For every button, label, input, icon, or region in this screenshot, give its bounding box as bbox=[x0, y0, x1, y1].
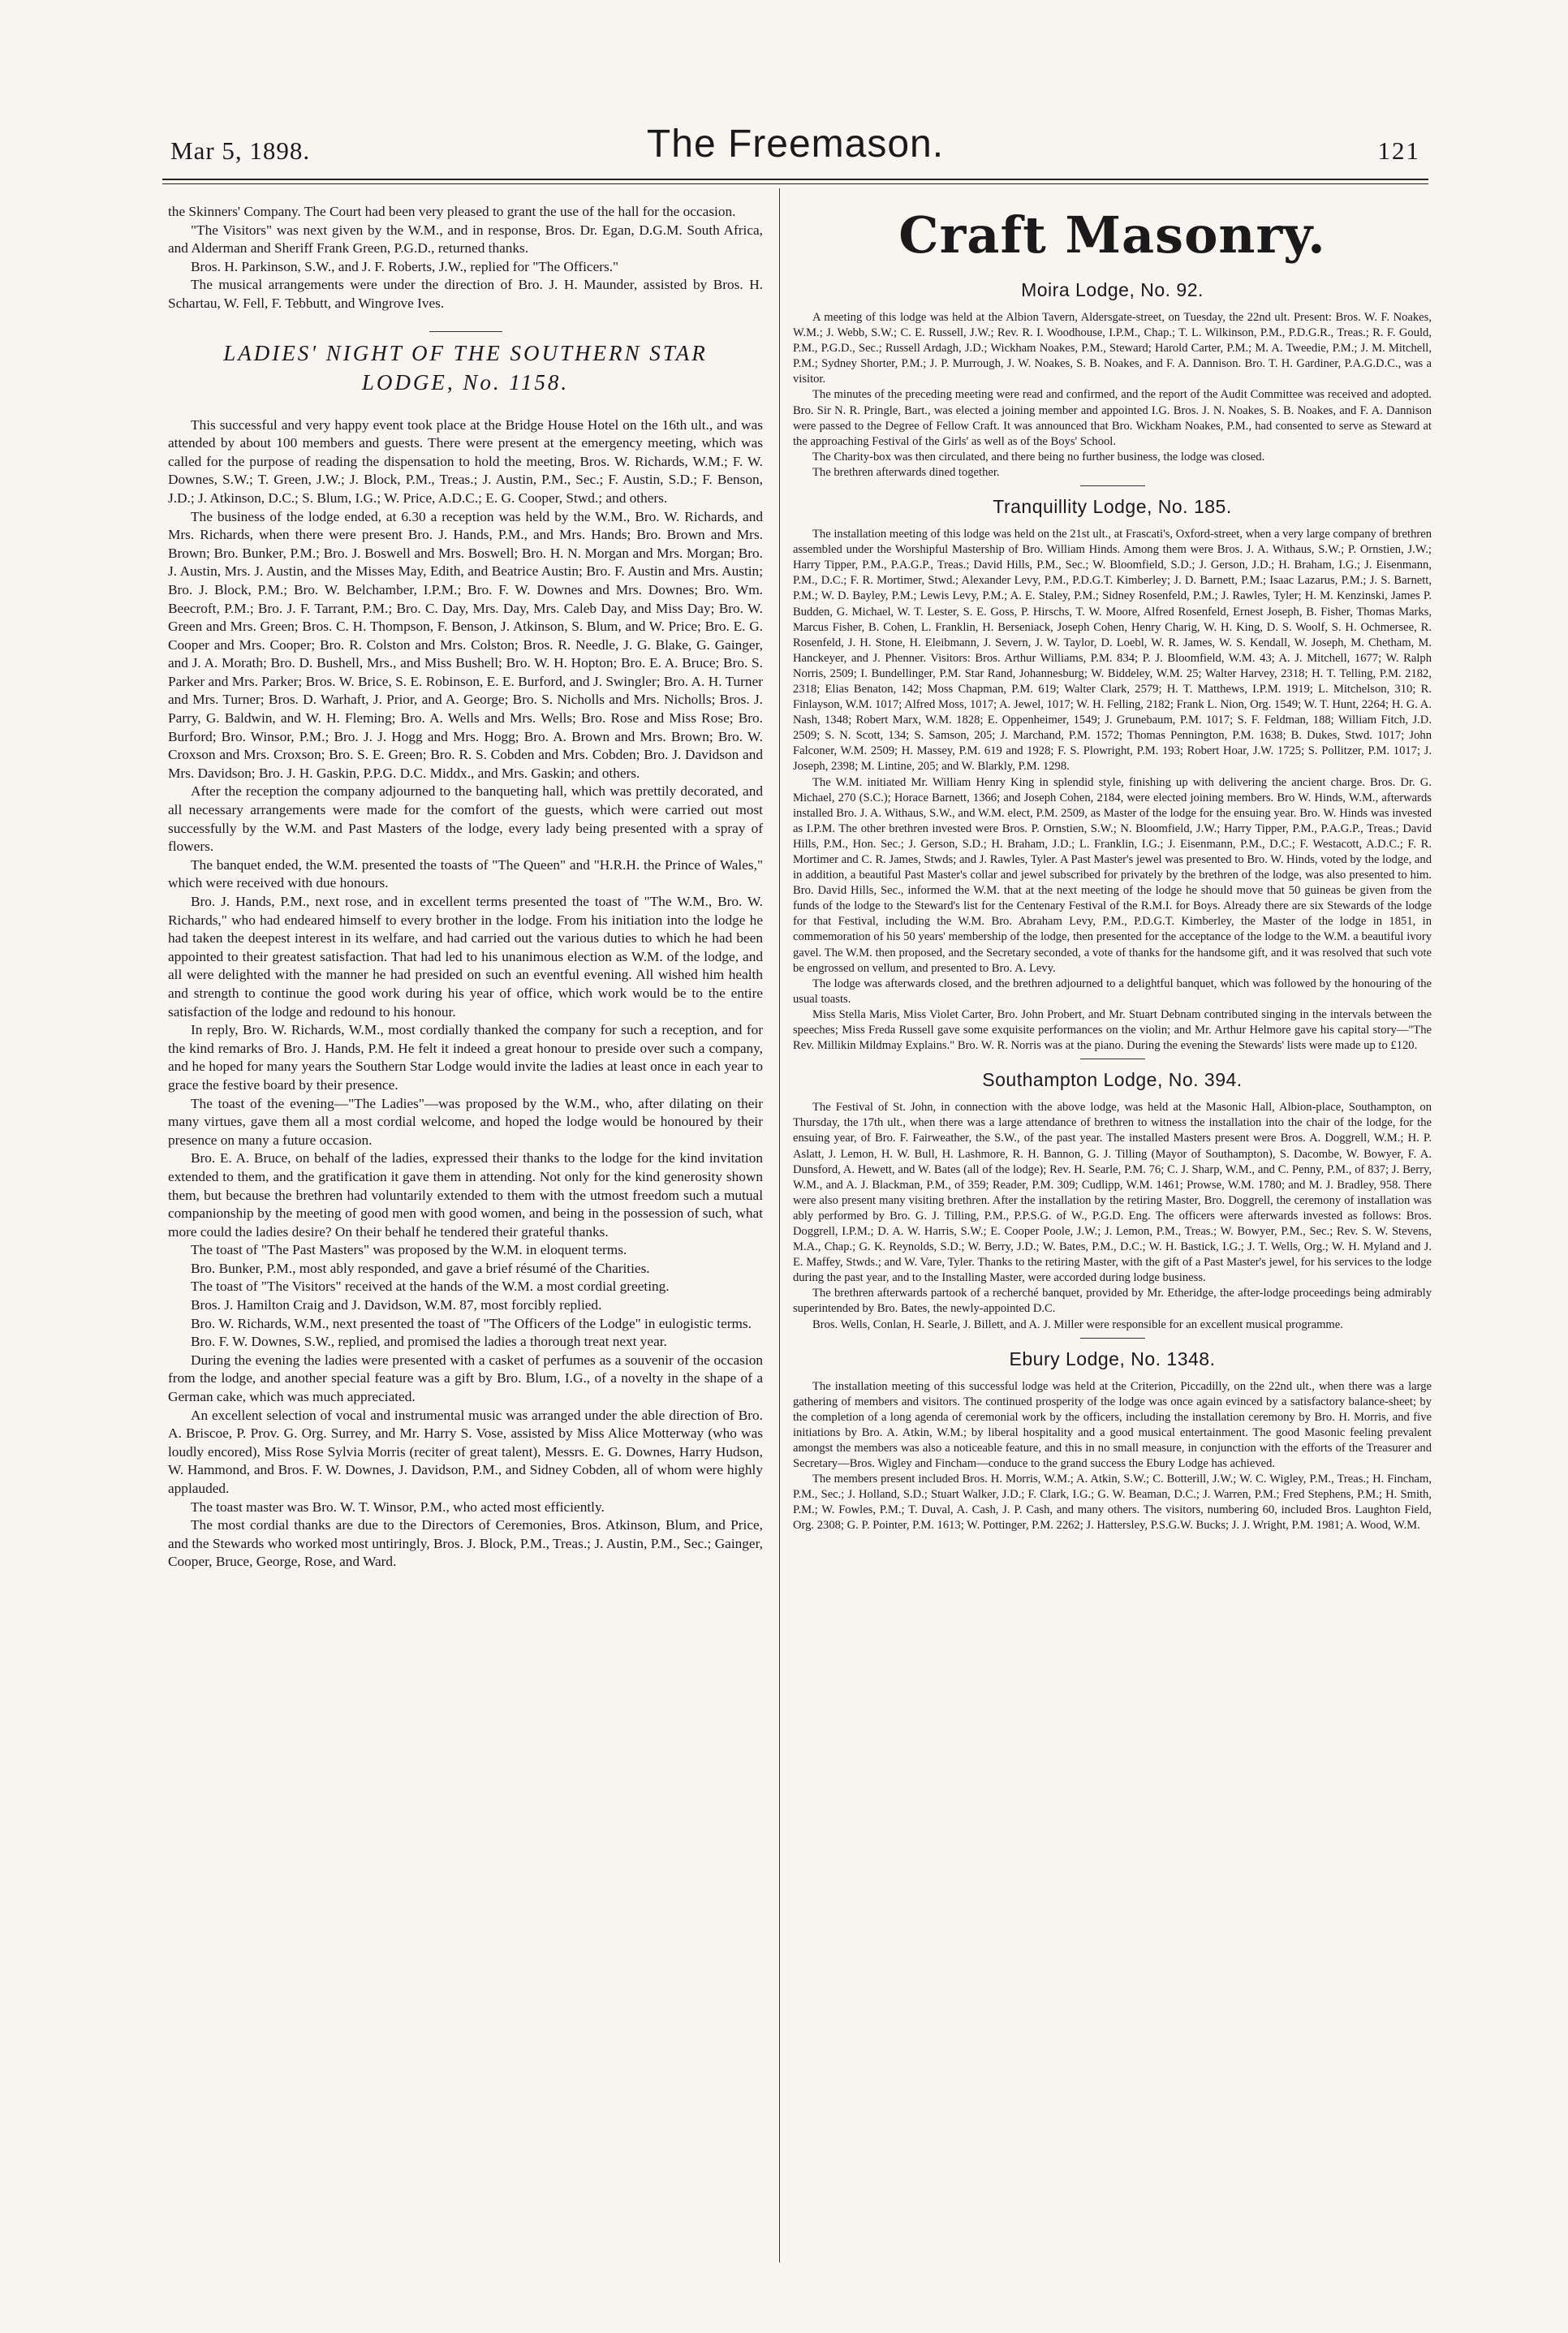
paragraph: Bros. J. Hamilton Craig and J. Davidson, W.M. 87, most forcibly replied. bbox=[191, 1297, 602, 1313]
paragraph: The installation meeting of this successful lodge was held at the Criterion, Piccadilly, on the 22nd ult., when there was a large gathering of members and visitors. The continued prosperity of the lodge was once again evinced by a satisfactory balance-sheet; by the completion of a long agenda of ceremonial work by the officers, including the installation ceremony by Bro. H. Morris, and five initiations by Bro. A. Atkin, W.M.; by liberal hospitality and a good musical entertainment. The good Masonic feeling prevalent amongst the members was also a noticeable feature, and this in no small measure, in conjunction with the efforts of the Treasurer and Secretary—Bros. Wigley and Fincham—conduce to the grand success the Ebury Lodge has achieved. bbox=[793, 1379, 1432, 1471]
paragraph: Bro. W. Richards, W.M., next presented the toast of "The Officers of the Lodge" in eulogistic terms. bbox=[191, 1315, 752, 1331]
section-rule bbox=[1080, 1338, 1145, 1339]
paragraph: The musical arrangements were under the direction of Bro. J. H. Maunder, assisted by Bros. H. Schartau, W. Fell, F. Tebbutt, and Wingrove Ives. bbox=[168, 277, 763, 311]
paragraph: In reply, Bro. W. Richards, W.M., most cordially thanked the company for such a reception, and for the kind remarks of Bro. J. Hands, P.M. He felt it indeed a great honour to preside over such a company, and he hoped for many years the Southern Star Lodge would invite the ladies at least once in each year to grace the festive board by their presence. bbox=[168, 1022, 763, 1093]
paragraph: The toast of "The Visitors" received at the hands of the W.M. a most cordial greeting. bbox=[191, 1279, 670, 1295]
page-number: 121 bbox=[1377, 136, 1420, 165]
header-rule bbox=[162, 179, 1428, 180]
paragraph: Bros. Wells, Conlan, H. Searle, J. Billett, and A. J. Miller were responsible for an excellent musical programme. bbox=[812, 1317, 1343, 1331]
paragraph: After the reception the company adjourned to the banqueting hall, which was prettily decorated, and all necessary arrangements were made for the comfort of the guests, which were carried out most successfully by the W.M. and Past Masters of the lodge, every lady being presented with a spray of flowers. bbox=[168, 783, 763, 855]
paragraph: The W.M. initiated Mr. William Henry King in splendid style, finishing up with delivering the ancient charge. Bros. Dr. G. Michael, 270 (S.C.); Horace Barnett, 1366; and Joseph Cohen, 2184, were elected joining members. Bro W. Hinds, W.M., afterwards installed Bro. J. A. Withaus, S.W., and W.M. elect, P.M. 2509, as Master of the lodge for the ensuing year. Bro. W. Hinds was invested as I.P.M. The other brethren invested were Bros. P. Ornstien, S.W.; N. Bloomfield, J.W.; Harry Tipper, P.M., P.A.G.P., Treas.; David Hills, P.M., Hon. Sec.; J. Gerson, S.D.; H. Braham, J.D.; L. Franklin, I.G.; J. Eisenmann, P.M., D.C.; F. Westacott, A.D.C.; F. R. Mortimer and C. R. James, Stwds; and J. Rawles, Tyler. A Past Master's jewel was presented to Bro. W. Hinds, voted by the lodge, and in addition, a beautiful Past Master's collar and jewel subscribed for privately by the brethren of the lodge, was also presented to him. Bro. David Hills, Sec., informed the W.M. that at the next meeting of the lodge he should move that 50 guineas be given from the funds of the lodge to the Steward's list for the Centenary Festival of the R.M.I. for Boys. Already there are six Stewards of the lodge for that Festival, including the W.M. Bro. Abraham Levy, P.M., P.D.G.T. Kimberley, the Master of the lodge in 1851, in commemoration of his 50 years' membership of the lodge, then presented for the acceptance of the lodge to the W.M. a beautiful ivory gavel. The W.M. then proposed, and the Secretary seconded, a vote of thanks for the handsome gift, and it was resolved that such vote be engrossed on vellum, and presented to Bro. A. Levy. bbox=[793, 775, 1432, 975]
paragraph: The business of the lodge ended, at 6.30 a reception was held by the W.M., Bro. W. Richards, and Mrs. Richards, when there were present Bro. J. Hands, P.M., and Mrs. Hands; Bro. Brown and Mrs. Brown; Bro. Bunker, P.M.; Bro. J. Boswell and Mrs. Boswell; Bro. H. N. Morgan and Mrs. Morgan; Bro. J. Austin, Mrs. J. Austin, and the Misses May, Edith, and Beatrice Austin; Bro. F. Austin and Mrs. Austin; Bro. J. Block, P.M.; Bro. W. Belchamber, I.P.M.; Bro. F. W. Downes and Mrs. Downes; Bro. Wm. Beecroft, P.M.; Bro. J. F. Tarrant, P.M.; Bro. C. Day, Mrs. Day, Mrs. Caleb Day, and Miss Day; Bro. W. Green and Mrs. Green; Bros. C. H. Thompson, F. Benson, J. Atkinson, S. Blum, and W. Price; Bro. E. G. Cooper and Mrs. Cooper; Bro. R. Colston and Mrs. Colston; Bros. R. Needle, J. G. Blake, G. Gainger, and J. A. Morath; Bro. D. Bushell, Mrs., and Miss Bushell; Bro. W. H. Hopton; Bro. E. A. Bruce; Bro. S. Parker and Mrs. Parker; Bros. W. Brice, S. E. Robinson, E. E. Burford, and J. Swingler; Bro. A. H. Turner and Mrs. Turner; Bros. D. Warhaft, J. Prior, and A. George; Bro. S. Nicholls and Mrs. Nicholls; Bros. J. Parry, G. Baldwin, and W. H. Fleming; Bro. A. Wells and Mrs. Wells; Bro. Rose and Miss Rose; Bro. Burford; Bro. Winsor, P.M.; Bro. J. J. Hogg and Mrs. Hogg; Bro. A. Brown and Mrs. Brown; Bro. W. Croxson and Mrs. Croxson; Bro. S. E. Green; Bro. R. S. Cobden and Mrs. Cobden; Bro. J. Davidson and Mrs. Davidson; Bro. J. H. Gaskin, P.P.G. D.C. Middx., and Mrs. Gaskin; and others. bbox=[168, 508, 763, 781]
left-column bbox=[168, 203, 763, 1572]
paragraph: Miss Stella Maris, Miss Violet Carter, Bro. John Probert, and Mr. Stuart Debnam contributed singing in the intervals between the speeches; Miss Freda Russell gave some exquisite performances on the violin; and Mr. Arthur Helmore gave his capital story—"The Rev. Millikin Mildmay Explains." Bro. W. R. Norris was at the piano. During the evening the Stewards' lists were made up to £120. bbox=[793, 1007, 1432, 1053]
heading-line: LADIES' NIGHT OF THE SOUTHERN STAR bbox=[223, 340, 708, 365]
paragraph: Bro. J. Hands, P.M., next rose, and in excellent terms presented the toast of "The W.M., Bro. W. Richards," who had endeared himself to every brother in the lodge. From his initiation into the lodge he had taken the deepest interest in its welfare, and had carried out the various duties to which he had been appointed to their greatest satisfaction. That had led to his unanimous election as W.M. of the lodge, and all were delighted with the manner he had presided on such an eventful evening. All wished him health and strength to continue the good work during his year of office, which work would be to the entire satisfaction of the lodge and redound to his honour. bbox=[168, 894, 763, 1020]
page-header bbox=[162, 122, 1428, 179]
paragraph: The brethren afterwards partook of a recherché banquet, provided by Mr. Etheridge, the after-lodge proceedings being admirably superintended by Bro. Bates, the newly-appointed D.C. bbox=[793, 1287, 1432, 1316]
paragraph: The Charity-box was then circulated, and there being no further business, the lodge was closed. bbox=[812, 450, 1265, 464]
paragraph: the Skinners' Company. The Court had been very pleased to grant the use of the hall for the occasion. bbox=[168, 204, 736, 219]
paragraph: The most cordial thanks are due to the Directors of Ceremonies, Bros. Atkinson, Blum, and Price, and the Stewards who worked most untiringly, Bros. J. Block, P.M., Treas.; J. Austin, P.M., Sec.; Gainger, Cooper, Bruce, George, Rose, and Ward. bbox=[168, 1517, 763, 1570]
column-divider bbox=[779, 188, 780, 2262]
paragraph: The brethren afterwards dined together. bbox=[812, 465, 1000, 479]
paragraph: An excellent selection of vocal and instrumental music was arranged under the able direction of Bro. A. Briscoe, P. Prov. G. Org. Surrey, and Mr. Harry S. Vose, assisted by Miss Alice Motterway (who was loudly encored), Miss Rose Sylvia Morris (reciter of great talent), Messrs. E. G. Downes, Harry Hudson, W. Hammond, and Bros. F. W. Downes, J. Davidson, P.M., and Sidney Cobden, all of whom were highly applauded. bbox=[168, 1407, 763, 1496]
heading-line: LODGE, No. 1158. bbox=[361, 369, 570, 395]
paragraph: This successful and very happy event took place at the Bridge House Hotel on the 16th ult., and was attended by about 100 members and guests. There were present at the emergency meeting, which was called for the purpose of reading the dispensation to hold the meeting, Bros. W. Richards, W.M.; F. W. Downes, S.W.; T. Green, J.W.; J. Block, P.M., Treas.; J. Austin, P.M., Sec.; F. Austin, S.D.; F. Benson, J.D.; J. Atkinson, D.C.; S. Blum, I.G.; W. Price, A.D.C.; E. G. Cooper, Stwd.; and others. bbox=[168, 416, 763, 506]
header-rule-thin bbox=[162, 183, 1428, 184]
paragraph: Bro. E. A. Bruce, on behalf of the ladies, expressed their thanks to the lodge for the kind invitation extended to them, and the gratification it gave them in attending. Not only for the kind generosity shown them, but because the brethren had voluntarily extended to them with the utmost freedom such a mutual companionship by the meeting of good men with good women, and being in the possession of such, what more could the ladies desire? On their behalf he tendered their grateful thanks. bbox=[168, 1150, 763, 1240]
paragraph: Bro. Bunker, P.M., most ably responded, and gave a brief résumé of the Charities. bbox=[191, 1260, 650, 1276]
lodge-heading: Southampton Lodge, No. 394. bbox=[982, 1069, 1243, 1091]
section-rule bbox=[1080, 485, 1145, 486]
lodge-heading: Ebury Lodge, No. 1348. bbox=[1009, 1348, 1216, 1369]
paragraph: The toast master was Bro. W. T. Winsor, P.M., who acted most efficiently. bbox=[191, 1499, 605, 1515]
right-column bbox=[793, 203, 1432, 1534]
masthead-title: The Freemason. bbox=[646, 123, 945, 166]
paragraph: During the evening the ladies were presented with a casket of perfumes as a souvenir of the occasion from the lodge, and another special feature was a gift by Bro. Blum, I.G., of a novelty in the shape of a German cake, which was much appreciated. bbox=[168, 1352, 763, 1405]
lodge-heading: Moira Lodge, No. 92. bbox=[1021, 279, 1204, 300]
issue-date: Mar 5, 1898. bbox=[170, 136, 311, 165]
paragraph: The toast of "The Past Masters" was proposed by the W.M. in eloquent terms. bbox=[191, 1242, 627, 1258]
paragraph: The members present included Bros. H. Morris, W.M.; A. Atkin, S.W.; C. Botterill, J.W.; W. C. Wigley, P.M., Treas.; H. Fincham, P.M., Sec.; J. Holland, S.D.; Stuart Walker, J.D.; F. Clark, I.G.; G. W. Beaman, D.C.; J. Warren, P.M.; Fred Stephens, P.M.; H. Smith, P.M.; W. Fowles, P.M.; T. Duval, A. Cash, J. P. Cash, and many others. The visitors, numbering 60, included Bros. Laughton Field, Org. 2308; G. P. Pointer, P.M. 1613; W. Pottinger, P.M. 2262; J. Hattersley, P.S.G.W. Bucks; J. J. Wright, P.M. 1981; A. Wood, W.M. bbox=[793, 1473, 1432, 1533]
paragraph: The toast of the evening—"The Ladies"—was proposed by the W.M., who, after dilating on their many virtues, gave them all a most cordial welcome, and hoped the lodge would be honoured by their presence on many a future occasion. bbox=[168, 1095, 763, 1148]
paragraph: The Festival of St. John, in connection with the above lodge, was held at the Masonic Hall, Albion-place, Southampton, on Thursday, the 17th ult., when there was a large attendance of brethren to witness the installation into the chair of the lodge, for the ensuing year, of Bro. F. Fairweather, the S.W., of the past year. The installed Masters present were Bros. A. Doggrell, W.M.; H. P. Aslatt, J. Lemon, H. W. Bull, H. Lashmore, R. H. Bannon, G. J. Tilling (Mayor of Southampton), S. Dacombe, W. Bowyer, F. A. Dunsford, A. Hewett, and W. Bates (all of the lodge); Rev. H. Searle, P.M. 76; C. J. Sharp, W.M., and C. Penny, P.M., of 837; J. Berry, W.M., and A. J. Blackman, P.M., of 359; Reader, P.M. 309; Cudlipp, W.M. 1461; Prowse, W.M. 1780; and M. J. Bradley, 958. There were also present many visiting brethren. After the installation by the retiring Master, Bro. Doggrell, the ceremony of installation was ably performed by Bro. G. J. Tilling, P.M., P.P.S.G. of W., P.G.D. Eng. The officers were afterwards invested as follows: Bros. Doggrell, I.P.M.; D. A. W. Harris, S.W.; E. Cooper Poole, J.W.; J. Lemon, P.M., Treas.; W. Bowyer, P.M., Sec.; Rev. S. W. Stevens, M.A., Chap.; G. K. Reynolds, S.D.; W. Berry, J.D.; W. Bates, P.M., D.C.; W. H. Bastick, I.G.; J. T. Wells, Org.; W. H. Myland and J. E. Maffey, Stwds.; and W. Vare, Tyler. Thanks to the retiring Master, with the gift of a Past Master's jewel, for his services to the lodge during the past year, and to the Installing Master, were accorded during lodge business. bbox=[793, 1101, 1432, 1285]
heading-rule bbox=[429, 331, 502, 332]
section-title: Craft Masonry. bbox=[898, 205, 1326, 265]
lodge-heading: Tranquillity Lodge, No. 185. bbox=[993, 496, 1232, 518]
paragraph: The lodge was afterwards closed, and the brethren adjourned to a delightful banquet, which was followed by the honouring of the usual toasts. bbox=[793, 977, 1432, 1006]
article-heading bbox=[168, 331, 763, 397]
paragraph: A meeting of this lodge was held at the Albion Tavern, Aldersgate-street, on Tuesday, the 22nd ult. Present: Bros. W. F. Noakes, W.M.; J. Webb, S.W.; C. E. Russell, J.W.; Rev. R. I. Woodhouse, I.P.M., Chap.; T. L. Wilkinson, P.M., P.D.G.R., Treas.; R. F. Gould, P.M., P.G.D., Sec.; Russell Ardagh, J.D.; Wickham Noakes, P.M., Steward; Harold Carter, P.M.; M. A. Tweedie, P.M.; J. M. Mitchell, P.M.; Sydney Shorter, P.M.; J. P. Murrough, J. W. Noakes, S. B. Noakes, and F. A. Dannison. Bro. T. H. Gardiner, P.A.G.D.C., was a visitor. bbox=[793, 311, 1432, 386]
paragraph: "The Visitors" was next given by the W.M., and in response, Bros. Dr. Egan, D.G.M. South Africa, and Alderman and Sheriff Frank Green, P.G.D., returned thanks. bbox=[168, 222, 763, 257]
paragraph: The installation meeting of this lodge was held on the 21st ult., at Frascati's, Oxford-street, when a very large company of brethren assembled under the Worshipful Mastership of Bro. William Hinds. Among them were Bros. J. A. Withaus, S.W.; P. Ornstien, J.W.; Harry Tipper, P.M., P.A.G.P., Treas.; David Hills, P.M., Sec.; W. Bloomfield, S.D.; J. Gerson, J.D.; H. Braham, I.G.; J. Eisenmann, P.M., D.C.; F. R. Mortimer, Stwd.; Alexander Levy, P.M., P.D.G.T. Kimberley; J. D. Barnett, P.M.; Isaac Lazarus, P.M.; J. S. Barnett, P.M.; W. D. Bayley, P.M.; Lewis Levy, P.M.; A. E. Staley, P.M.; Sidney Rosenfeld, P.M.; J. Rawles, Tyler; H. M. Kenzinski, James P. Budden, G. Michael, W. T. Lester, S. E. Goss, P. Hirschs, T. W. Moore, Alfred Rosenfeld, Ernest Joseph, B. Fisher, Thomas Marks, Marcus Fisher, B. Cohen, L. Franklin, H. Berseniack, Joseph Cohen, Henry Charig, W. H. King, D. S. Woolf, S. H. Ochmersee, R. Rosenfeld, J. H. Stone, H. Eleibmann, J. Severn, J. W. Taylor, D. Loebl, W. R. James, W. S. Kendall, W. Joseph, M. Chetham, M. Hanckeyer, and J. Phenner. Visitors: Bros. Arthur Williams, P.M. 834; P. J. Bloomfield, W.M. 43; A. J. Mitchell, 1677; W. Ralph Norris, 2509; I. Bundellinger, P.M. Star Rand, Johannesburg; W. Biddeley, W.M. 25; Walter Harvey, 2318; H. T. Telling, P.M. 2182, 2318; Elias Benaton, 142; Moss Chapman, P.M. 619; Walter Clark, 2579; H. T. Matthews, I.P.M. 1919; L. Mitchelson, 310; R. Finlayson, W.M. 1017; Alfred Moss, 1017; A. Jewel, 1017; W. H. Felling, 2182; Frank L. Nion, Org. 1549; W. T. Hunt, 2264; H. G. A. Nash, 1348; Robert Marx, W.M. 1828; E. Oppenheimer, 1549; J. Grunebaum, P.M. 1017; S. F. Feldman, 188; William Fitch, J.D. 2509; S. N. Scott, 134; S. Samson, 205; J. Marchand, P.M. 1572; Thomas Pennington, P.M. 1638; B. Dukes, Stwd. 1017; John Falconer, W.M. 2509; H. Massey, P.M. 619 and 1928; F. S. Plowright, P.M. 193; Robert Hoar, J.W. 1725; S. Pollitzer, P.M. 1017; J. Joseph, 2398; M. Lintine, 205; and W. Blarkly, P.M. 1298. bbox=[793, 528, 1432, 774]
paragraph: The minutes of the preceding meeting were read and confirmed, and the report of the Audit Committee was received and adopted. Bro. Sir N. R. Pringle, Bart., was elected a joining member and appointed I.G. Bros. J. N. Noakes, S. B. Noakes, and F. A. Dannison were passed to the Degree of Fellow Craft. It was announced that Bro. Wickham Noakes, P.M., had consented to serve as Steward at the approaching Festival of the Girls' as well as of the Boys' School. bbox=[793, 388, 1432, 448]
paragraph: The banquet ended, the W.M. presented the toasts of "The Queen" and "H.R.H. the Prince of Wales," which were received with due honours. bbox=[168, 856, 763, 891]
paragraph: Bro. F. W. Downes, S.W., replied, and promised the ladies a thorough treat next year. bbox=[191, 1334, 667, 1350]
paragraph: Bros. H. Parkinson, S.W., and J. F. Roberts, J.W., replied for "The Officers." bbox=[191, 258, 619, 274]
